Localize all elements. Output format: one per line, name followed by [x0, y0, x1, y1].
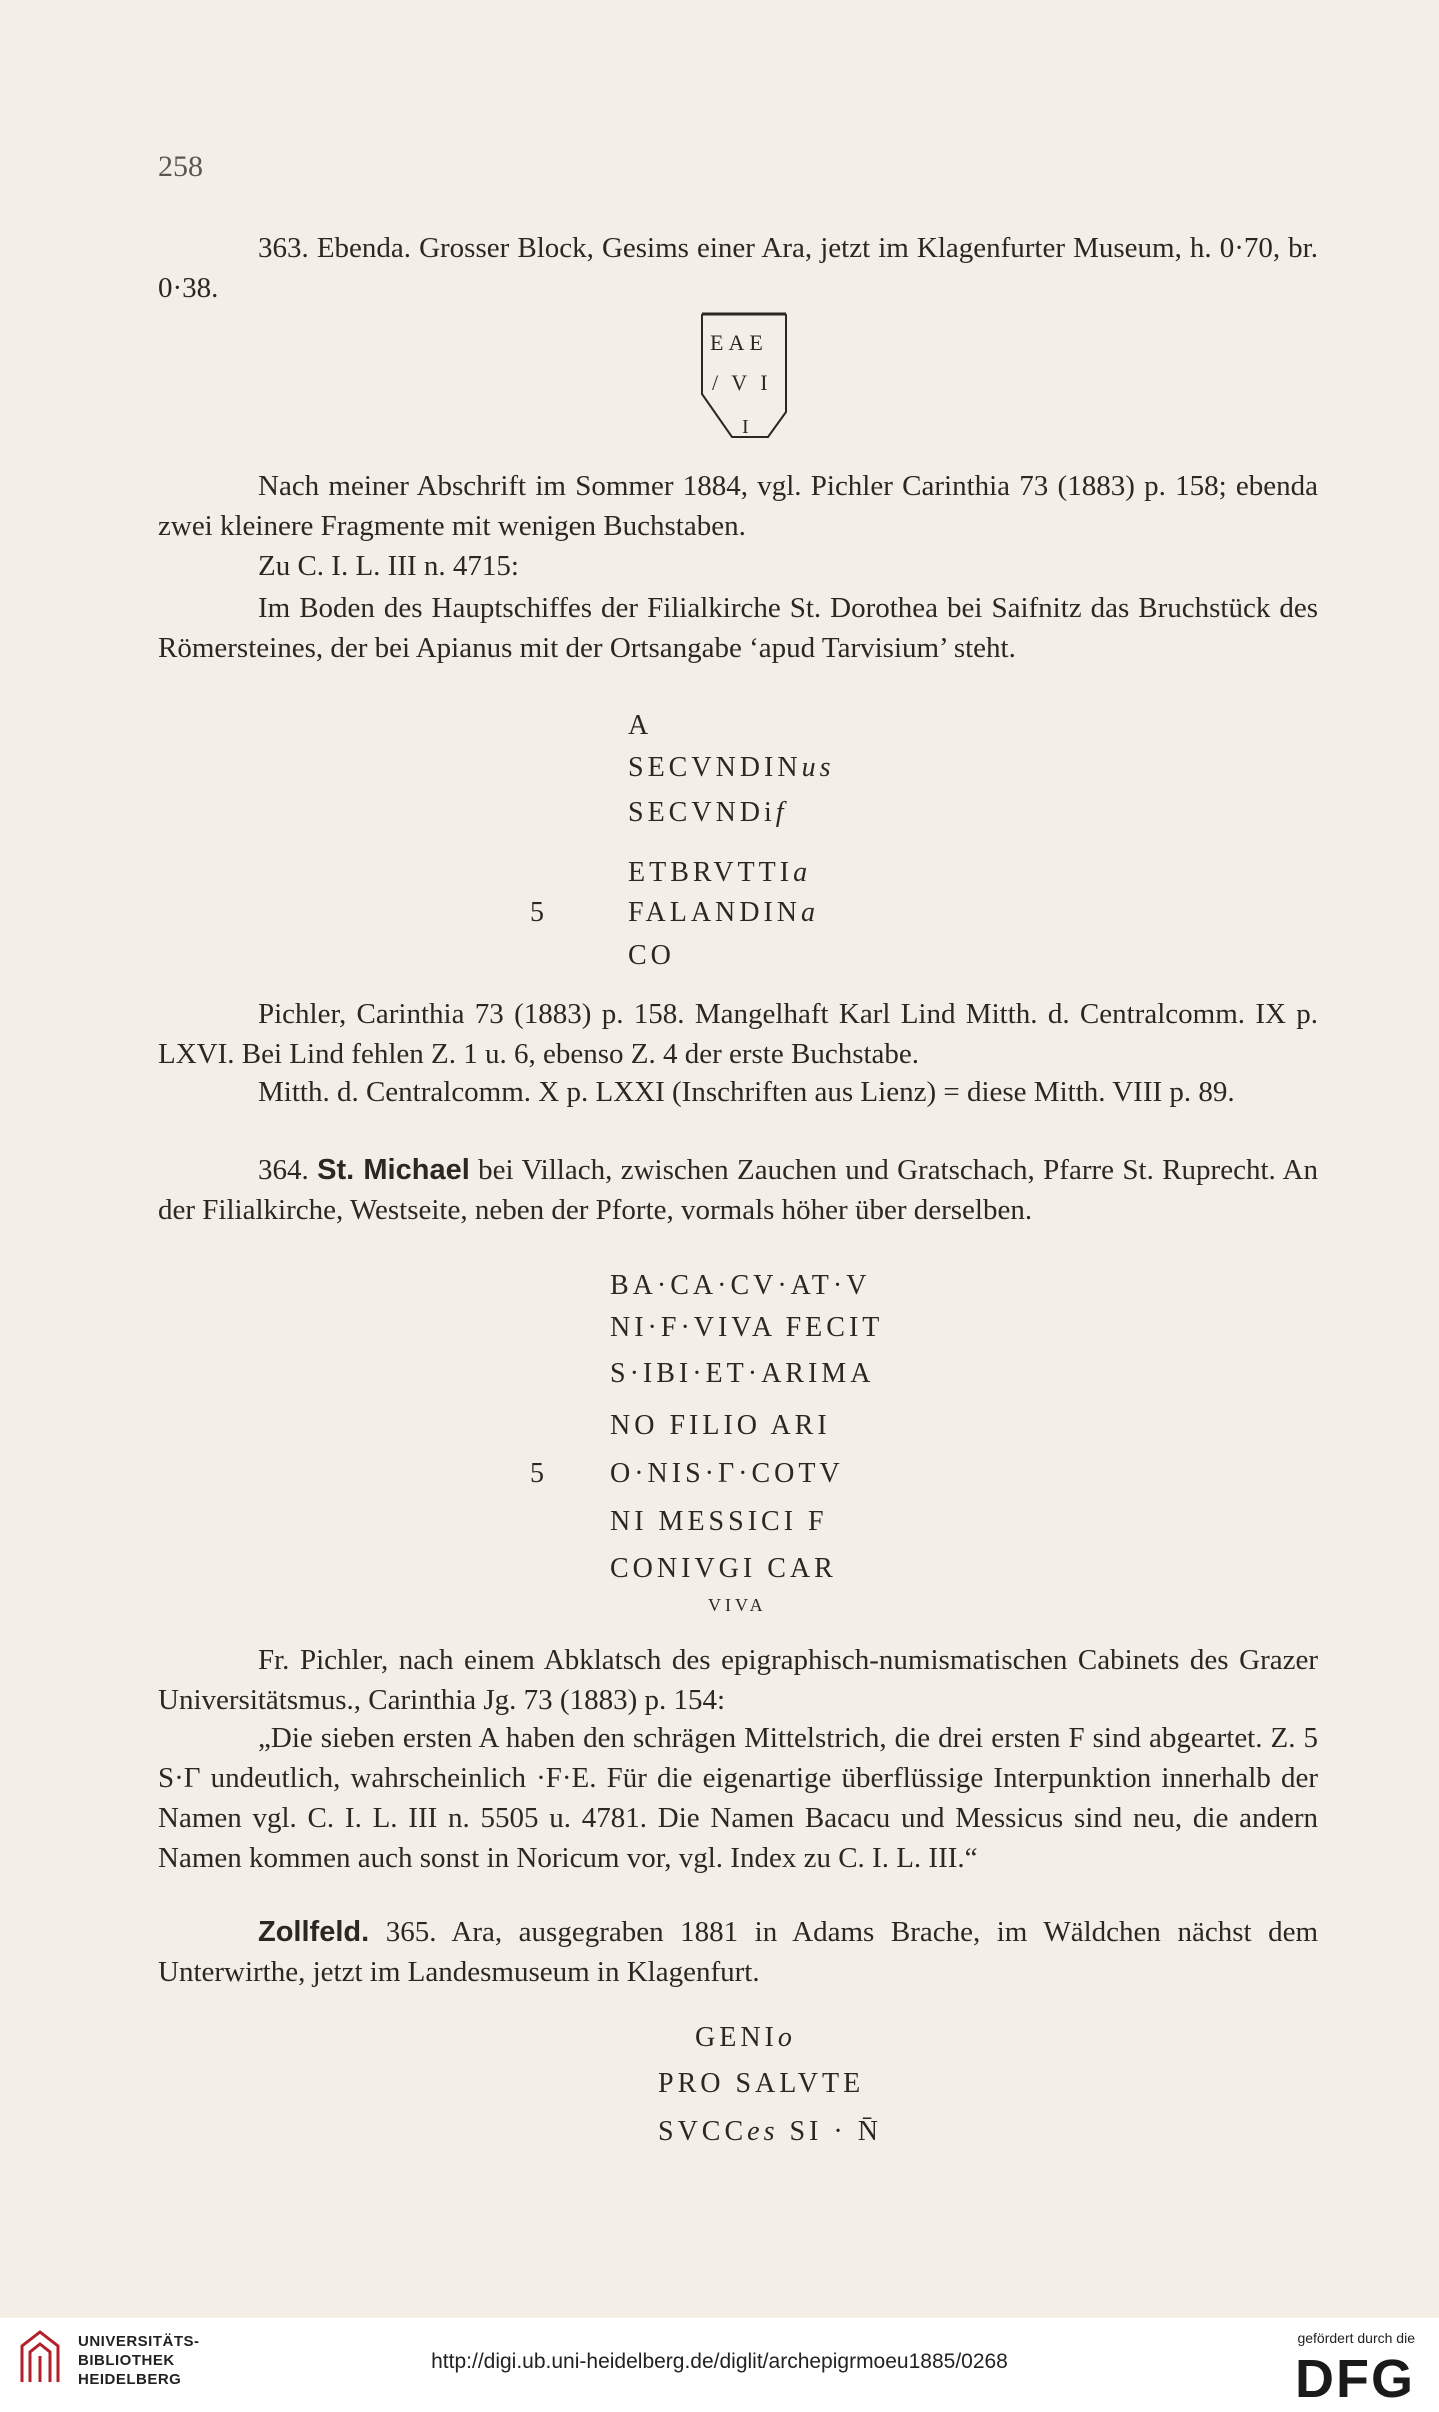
inscr2-line-8: VIVA — [708, 1595, 767, 1615]
inscr3-line-3-text: SVCC — [658, 2116, 748, 2147]
inscr1-line-2-ital: us — [801, 752, 835, 783]
entry-364-number: 364. — [258, 1154, 309, 1186]
paragraph-pichler: Pichler, Carinthia 73 (1883) p. 158. Mangelhaft Karl Lind Mitth. d. Centralcomm. IX p. LXVI. Bei Lind fehlen Z. 1 u. 6, ebenso Z. 4 der erste Buchstabe. — [158, 998, 1318, 1070]
inscr1-line-3 — [628, 797, 788, 829]
paragraph-quote: „Die sieben ersten A haben den schrägen Mittelstrich, die drei ersten F sind abgeartet. Z. 5 S·Γ undeutlich, wahrscheinlich ·F·E. Für die eigenartige überflüssige Interpunktion innerhalb der Namen vgl. C. I. L. III n. 5505 u. 4781. Die Namen Bacacu und Messicus sind neu, die andern Namen kommen auch sonst in Noricum vor, vgl. Index zu C. I. L. III.“ — [158, 1722, 1318, 1874]
inscr3-line-1-text: GENI — [695, 2022, 778, 2053]
entry-364-text: bei Villach, zwischen Zauchen und Gratschach, Pfarre St. Ruprecht. An der Filialkirche, Westseite, neben der Pforte, vormals höher über derselben. — [158, 1154, 1318, 1226]
entry-364-place: St. Michael — [317, 1154, 470, 1186]
inscr1-line-5 — [628, 897, 819, 929]
inscr1-line-5-text: FALANDIN — [628, 897, 802, 928]
inscr2-line-3: S·IBI·ET·ARIMA — [610, 1358, 875, 1389]
inscr2-line-1: BA·CA·CV·AT·V — [610, 1270, 871, 1301]
inscr1-line-4-text: ETBRVTTI — [628, 857, 794, 888]
inscr1-line-3-text: SECVNDi — [628, 797, 776, 828]
page-number: 258 — [158, 150, 203, 183]
fragment-sketch — [700, 312, 792, 442]
inscr2-line-6: NI MESSICI F — [610, 1506, 828, 1537]
logo-line-2: BIBLIOTHEK — [78, 2352, 175, 2369]
sponsor-caption: gefördert durch die — [1297, 2330, 1415, 2346]
paragraph-boden: Im Boden des Hauptschiffes der Filialkirche St. Dorothea bei Saifnitz das Bruchstück des Römersteines, der bei Apianus mit der Ortsangabe ‘apud Tarvisium’ steht. — [158, 592, 1318, 664]
inscr3-line-3-ital: es — [747, 2116, 779, 2147]
inscr1-line-2 — [628, 752, 834, 784]
paragraph-nach-text: Nach meiner Abschrift im Sommer 1884, vgl. Pichler Carinthia 73 (1883) p. 158; ebenda zwei kleinere Fragmente mit wenigen Buchstaben. — [158, 470, 1318, 542]
sketch-line-1: EAE — [710, 330, 768, 355]
inscr1-line-2-text: SECVNDIN — [628, 752, 802, 783]
sketch-line-2: / V I — [712, 370, 772, 395]
inscr1-line-number: 5 — [530, 897, 544, 928]
entry-364 — [158, 1150, 1318, 1230]
entry-363: 363. Ebenda. Grosser Block, Gesims einer Ara, jetzt im Klagenfurter Museum, h. 0·70, br. 0·38. — [158, 232, 1318, 304]
inscr2-line-5: O·NIS·Γ·COTV — [610, 1458, 844, 1489]
inscr2-line-4: NO FILIO ARI — [610, 1410, 831, 1441]
inscr1-line-1: A — [628, 710, 653, 741]
dfg-logo: DFG — [1295, 2349, 1415, 2409]
inscr3-line-3-tail: SI · N̄ — [789, 2116, 882, 2147]
paragraph-nach — [158, 466, 1318, 546]
inscr1-line-4 — [628, 857, 811, 889]
sketch-line-3: I — [742, 416, 749, 438]
inscr3-line-1-ital: o — [777, 2022, 796, 2053]
logo-line-3: HEIDELBERG — [78, 2371, 182, 2388]
inscr3-line-3 — [658, 2116, 882, 2148]
inscr1-line-3-ital: f — [775, 797, 788, 828]
inscr1-line-6: CO — [628, 940, 675, 971]
entry-365 — [158, 1912, 1318, 1992]
paragraph-zu: Zu C. I. L. III n. 4715: — [258, 550, 519, 582]
paragraph-frpichler: Fr. Pichler, nach einem Abklatsch des epigraphisch-numismatischen Cabinets des Grazer Universitätsmus., Carinthia Jg. 73 (1883) p. 154: — [158, 1644, 1318, 1716]
paragraph-mitth: Mitth. d. Centralcomm. X p. LXXI (Inschriften aus Lienz) = diese Mitth. VIII p. 89. — [258, 1076, 1235, 1108]
footer-bar — [0, 2318, 1439, 2412]
entry-365-text: 365. Ara, ausgegraben 1881 in Adams Brache, im Wäldchen nächst dem Unterwirthe, jetzt im Landesmuseum in Klagenfurt. — [158, 1916, 1319, 1988]
inscr3-line-1 — [695, 2022, 796, 2054]
inscr2-line-7: CONIVGI CAR — [610, 1553, 837, 1584]
logo-line-1: UNIVERSITÄTS- — [78, 2333, 200, 2350]
entry-365-place: Zollfeld. — [258, 1916, 370, 1948]
inscr2-line-number: 5 — [530, 1458, 544, 1489]
inscr1-line-5-ital: a — [801, 897, 820, 928]
source-url-link[interactable]: http://digi.ub.uni-heidelberg.de/diglit/archepigrmoeu1885/0268 — [431, 2350, 1008, 2373]
inscr3-line-2: PRO SALVTE — [658, 2068, 865, 2099]
inscr1-line-4-ital: a — [793, 857, 812, 888]
inscr2-line-2: NI·F·VIVA FECIT — [610, 1312, 884, 1343]
